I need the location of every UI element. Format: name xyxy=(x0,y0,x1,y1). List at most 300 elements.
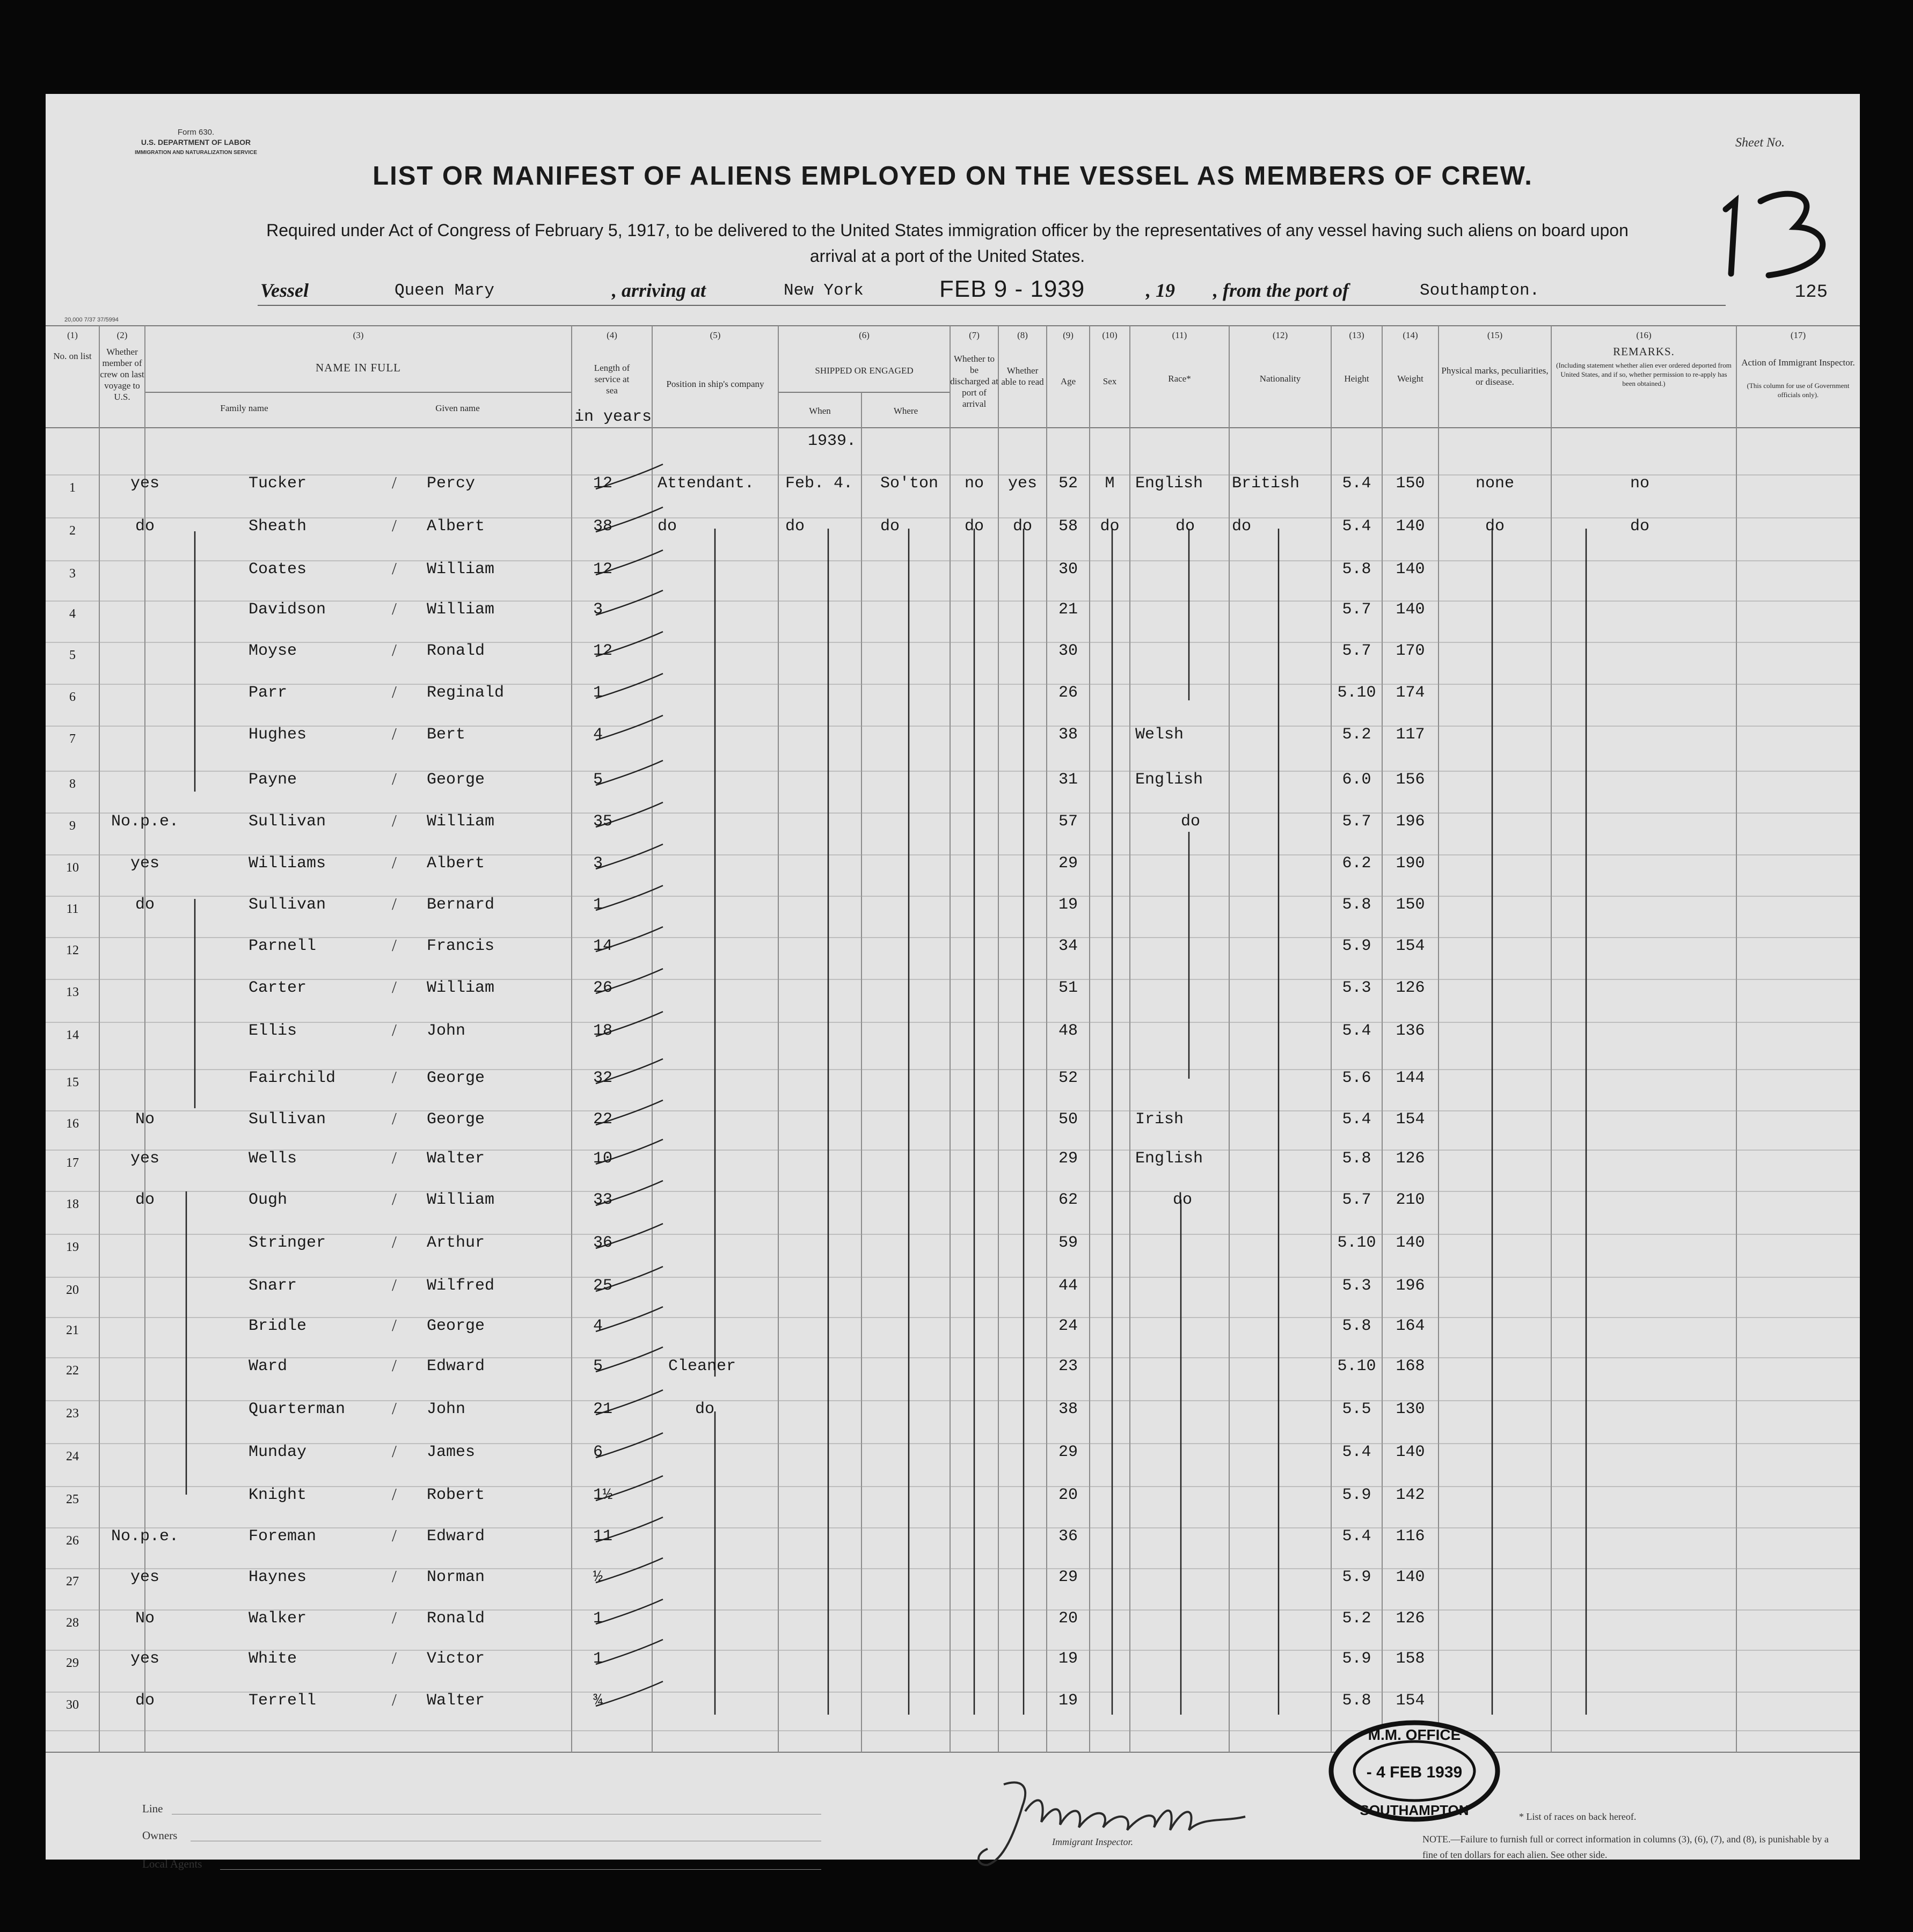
arriving-label: , arriving at xyxy=(612,280,706,301)
cell-service: 12 xyxy=(593,560,613,579)
cell-given: Albert xyxy=(427,854,485,873)
cell-family: Ough xyxy=(249,1191,288,1209)
column-number: (13) xyxy=(1349,330,1364,340)
cell-family: Terrell xyxy=(249,1692,317,1710)
cell-age: 62 xyxy=(1058,1191,1078,1209)
cell-read: yes xyxy=(1007,474,1037,493)
cell-weight: 164 xyxy=(1396,1317,1425,1335)
name-check-mark: / xyxy=(392,853,397,872)
cell-given: Ronald xyxy=(427,1609,485,1628)
cell-age: 20 xyxy=(1058,1609,1078,1628)
cell-height: 5.9 xyxy=(1342,1568,1371,1586)
cell-weight: 140 xyxy=(1396,517,1425,536)
cell-age: 52 xyxy=(1058,1069,1078,1087)
column-header-service: Length of service at sea xyxy=(594,363,630,396)
year-note: 1939. xyxy=(808,432,857,450)
arriving-port: New York xyxy=(784,281,864,300)
cell-family: Sullivan xyxy=(249,1110,326,1129)
cell-discharged: no xyxy=(964,474,984,493)
cell-race: Irish xyxy=(1135,1110,1184,1129)
name-check-mark: / xyxy=(392,682,397,701)
cell-family: Foreman xyxy=(249,1527,317,1546)
cell-given: Edward xyxy=(427,1357,485,1375)
column-number: (8) xyxy=(1017,330,1028,340)
cell-family: Snarr xyxy=(249,1277,297,1295)
cell-height: 5.10 xyxy=(1337,1234,1376,1252)
cell-weight: 140 xyxy=(1396,1568,1425,1586)
cell-age: 29 xyxy=(1058,1150,1078,1168)
remarks-note: (Including statement whether alien ever ordered deported from United States, and if so, whether permission to re-apply has been obtained.) xyxy=(1556,361,1732,387)
cell-height: 5.8 xyxy=(1342,896,1371,914)
cell-weight: 174 xyxy=(1396,684,1425,702)
cell-prev: yes xyxy=(130,1150,159,1168)
cell-position: Attendant. xyxy=(658,474,755,493)
cell-service: 3 xyxy=(593,854,603,873)
service-units-note: in years xyxy=(574,408,652,426)
service-name: IMMIGRATION AND NATURALIZATION SERVICE xyxy=(135,150,257,156)
name-check-mark: / xyxy=(392,1067,397,1087)
cell-family: Coates xyxy=(249,560,307,579)
cell-service: 25 xyxy=(593,1277,613,1295)
cell-no: 16 xyxy=(66,1117,79,1131)
cell-service: 10 xyxy=(593,1150,613,1168)
name-check-mark: / xyxy=(392,724,397,743)
cell-height: 5.4 xyxy=(1342,1443,1371,1461)
year-label: , 19 xyxy=(1146,280,1175,301)
cell-remarks: no xyxy=(1630,474,1649,493)
cell-age: 52 xyxy=(1058,474,1078,493)
cell-service: 4 xyxy=(593,726,603,744)
cell-service: 6 xyxy=(593,1443,603,1461)
name-check-mark: / xyxy=(392,1315,397,1335)
cell-when: Feb. 4. xyxy=(785,474,853,493)
cell-weight: 150 xyxy=(1396,474,1425,493)
cell-no: 3 xyxy=(69,567,76,581)
cell-where: So'ton xyxy=(880,474,939,493)
cell-given: William xyxy=(427,813,495,831)
name-check-mark: / xyxy=(392,1567,397,1586)
cell-family: Bridle xyxy=(249,1317,307,1335)
cell-family: Tucker xyxy=(249,474,307,493)
cell-service: 18 xyxy=(593,1022,613,1040)
cell-age: 31 xyxy=(1058,771,1078,789)
cell-age: 29 xyxy=(1058,1443,1078,1461)
cell-given: Reginald xyxy=(427,684,505,702)
cell-weight: 140 xyxy=(1396,560,1425,579)
cell-height: 6.0 xyxy=(1342,771,1371,789)
cell-service: 5 xyxy=(593,771,603,789)
cell-no: 21 xyxy=(66,1323,79,1337)
cell-service: 3 xyxy=(593,601,603,619)
cell-weight: 156 xyxy=(1396,771,1425,789)
cell-position: do xyxy=(658,517,677,536)
cell-family: Moyse xyxy=(249,642,297,660)
cell-no: 5 xyxy=(69,648,76,662)
column-header-given-name: Given name xyxy=(435,403,480,413)
cell-given: William xyxy=(427,1191,495,1209)
cell-height: 5.7 xyxy=(1342,813,1371,831)
cell-weight: 170 xyxy=(1396,642,1425,660)
line-label: Line xyxy=(142,1802,163,1815)
cell-age: 48 xyxy=(1058,1022,1078,1040)
cell-no: 7 xyxy=(69,732,76,746)
cell-height: 5.9 xyxy=(1342,937,1371,955)
cell-service: 33 xyxy=(593,1191,613,1209)
column-number: (14) xyxy=(1403,330,1418,340)
penalty-note: NOTE.—Failure to furnish full or correct information in columns (3), (6), (7), and (8), is punishable by a fine of ten dollars for each alien. See other side. xyxy=(1422,1834,1829,1860)
cell-weight: 142 xyxy=(1396,1486,1425,1504)
cell-family: Hughes xyxy=(249,726,307,744)
cell-given: Francis xyxy=(427,937,495,955)
cell-prev: yes xyxy=(130,1650,159,1668)
cell-given: Bert xyxy=(427,726,466,744)
from-port-label: , from the port of xyxy=(1213,280,1349,301)
stamp-place: SOUTHAMPTON xyxy=(1360,1802,1469,1818)
name-check-mark: / xyxy=(392,516,397,535)
cell-race: Welsh xyxy=(1135,726,1184,744)
cell-no: 13 xyxy=(66,985,79,999)
cell-prev: do xyxy=(135,1692,155,1710)
cell-race: English xyxy=(1135,771,1203,789)
cell-race: do xyxy=(1175,517,1195,536)
cell-age: 21 xyxy=(1058,601,1078,619)
cell-given: John xyxy=(427,1400,466,1418)
cell-no: 12 xyxy=(66,943,79,957)
cell-no: 4 xyxy=(69,607,76,621)
cell-when: do xyxy=(785,517,805,536)
cell-family: Walker xyxy=(249,1609,307,1628)
cell-nationality: British xyxy=(1232,474,1300,493)
cell-weight: 130 xyxy=(1396,1400,1425,1418)
cell-family: Wells xyxy=(249,1150,297,1168)
cell-service: 14 xyxy=(593,937,613,955)
cell-age: 44 xyxy=(1058,1277,1078,1295)
cell-no: 2 xyxy=(69,524,76,538)
cell-service: 38 xyxy=(593,517,613,536)
cell-remarks: do xyxy=(1630,517,1649,536)
cell-height: 6.2 xyxy=(1342,854,1371,873)
cell-given: William xyxy=(427,979,495,997)
column-number: (15) xyxy=(1487,330,1503,340)
name-check-mark: / xyxy=(392,977,397,997)
cell-service: 32 xyxy=(593,1069,613,1087)
cell-given: Walter xyxy=(427,1150,485,1168)
cell-height: 5.9 xyxy=(1342,1486,1371,1504)
cell-no: 29 xyxy=(66,1656,79,1670)
agents-rule xyxy=(220,1869,821,1870)
name-check-mark: / xyxy=(392,599,397,618)
cell-height: 5.3 xyxy=(1342,979,1371,997)
cell-given: James xyxy=(427,1443,476,1461)
cell-height: 5.4 xyxy=(1342,1527,1371,1546)
print-code: 20,000 7/37 37/5994 xyxy=(64,317,119,323)
cell-given: George xyxy=(427,771,485,789)
cell-prev: No xyxy=(135,1609,155,1628)
column-header-weight: Weight xyxy=(1397,374,1423,384)
cell-weight: 126 xyxy=(1396,979,1425,997)
name-check-mark: / xyxy=(392,1690,397,1709)
inspector-action-note: (This column for use of Government officials only). xyxy=(1747,382,1850,399)
cell-given: Arthur xyxy=(427,1234,485,1252)
cell-weight: 116 xyxy=(1396,1527,1425,1546)
cell-age: 38 xyxy=(1058,1400,1078,1418)
cell-given: George xyxy=(427,1110,485,1129)
column-number: (3) xyxy=(353,330,364,340)
cell-family: Fairchild xyxy=(249,1069,336,1087)
name-check-mark: / xyxy=(392,1109,397,1128)
cell-marks: do xyxy=(1485,517,1505,536)
cell-weight: 126 xyxy=(1396,1150,1425,1168)
column-number: (1) xyxy=(67,330,78,340)
cell-service: 1 xyxy=(593,1609,603,1628)
column-header-no: No. on list xyxy=(53,351,92,361)
cell-age: 30 xyxy=(1058,560,1078,579)
cell-height: 5.7 xyxy=(1342,1191,1371,1209)
cell-height: 5.2 xyxy=(1342,726,1371,744)
cell-service: 36 xyxy=(593,1234,613,1252)
cell-age: 34 xyxy=(1058,937,1078,955)
name-check-mark: / xyxy=(392,1441,397,1461)
cell-given: Wilfred xyxy=(427,1277,495,1295)
cell-given: Ronald xyxy=(427,642,485,660)
cell-prev: yes xyxy=(130,854,159,873)
cell-given: John xyxy=(427,1022,466,1040)
column-header-family-name: Family name xyxy=(220,403,268,413)
cell-race: English xyxy=(1135,1150,1203,1168)
cell-height: 5.3 xyxy=(1342,1277,1371,1295)
cell-age: 36 xyxy=(1058,1527,1078,1546)
cell-age: 57 xyxy=(1058,813,1078,831)
cell-position: Cleaner xyxy=(668,1357,736,1375)
page-subtitle: Required under Act of Congress of February 5, 1917, to be delivered to the United States immigration officer by the representatives of any vessel having such aliens on board upon arrival at a port of the United States. xyxy=(266,221,1629,266)
stamp-office: M.M. OFFICE xyxy=(1368,1726,1461,1743)
cell-age: 29 xyxy=(1058,854,1078,873)
cell-age: 59 xyxy=(1058,1234,1078,1252)
cell-given: Robert xyxy=(427,1486,485,1504)
cell-service: 1 xyxy=(593,896,603,914)
cell-height: 5.8 xyxy=(1342,560,1371,579)
cell-prev: do xyxy=(135,896,155,914)
cell-weight: 196 xyxy=(1396,813,1425,831)
column-header-height: Height xyxy=(1344,374,1369,384)
owners-label: Owners xyxy=(142,1829,178,1842)
from-port: Southampton. xyxy=(1420,281,1540,300)
cell-sex: do xyxy=(1100,517,1120,536)
cell-no: 22 xyxy=(66,1364,79,1378)
cell-weight: 168 xyxy=(1396,1357,1425,1375)
cell-no: 9 xyxy=(69,819,76,833)
name-check-mark: / xyxy=(392,559,397,578)
cell-no: 6 xyxy=(69,690,76,704)
cell-given: George xyxy=(427,1069,485,1087)
column-header-remarks: REMARKS. xyxy=(1613,345,1675,358)
cell-family: Carter xyxy=(249,979,307,997)
cell-service: 1 xyxy=(593,1650,603,1668)
column-number: (17) xyxy=(1790,330,1806,340)
cell-no: 14 xyxy=(66,1028,79,1042)
cell-family: Quarterman xyxy=(249,1400,346,1418)
column-number: (2) xyxy=(116,330,128,340)
cell-read: do xyxy=(1012,517,1032,536)
cell-family: Haynes xyxy=(249,1568,307,1586)
cell-service: 1 xyxy=(593,684,603,702)
cell-weight: 196 xyxy=(1396,1277,1425,1295)
cell-given: Albert xyxy=(427,517,485,536)
cell-family: Sullivan xyxy=(249,896,326,914)
column-number: (12) xyxy=(1272,330,1288,340)
cell-height: 5.4 xyxy=(1342,474,1371,493)
cell-given: William xyxy=(427,560,495,579)
stamp-date: - 4 FEB 1939 xyxy=(1366,1763,1463,1781)
cell-weight: 117 xyxy=(1396,726,1425,744)
cell-given: Walter xyxy=(427,1692,485,1710)
column-number: (4) xyxy=(607,330,617,340)
local-agents-label: Local Agents xyxy=(142,1857,202,1870)
cell-position: do xyxy=(695,1400,715,1418)
cell-height: 5.6 xyxy=(1342,1069,1371,1087)
form-number: Form 630. xyxy=(177,128,215,137)
department-name: U.S. DEPARTMENT OF LABOR xyxy=(141,138,251,147)
cell-family: Parnell xyxy=(249,937,317,955)
cell-prev: do xyxy=(135,517,155,536)
cell-given: Percy xyxy=(427,474,476,493)
cell-given: Norman xyxy=(427,1568,485,1586)
name-check-mark: / xyxy=(392,1399,397,1418)
cell-given: Bernard xyxy=(427,896,495,914)
vessel-label: Vessel xyxy=(260,280,309,301)
cell-height: 5.4 xyxy=(1342,517,1371,536)
cell-no: 20 xyxy=(66,1283,79,1297)
cell-height: 5.9 xyxy=(1342,1650,1371,1668)
cell-family: Munday xyxy=(249,1443,307,1461)
cell-no: 25 xyxy=(66,1492,79,1506)
column-header-race: Race* xyxy=(1168,374,1191,384)
cell-prev: No.p.e. xyxy=(111,813,179,831)
cell-no: 24 xyxy=(66,1450,79,1463)
cell-race: do xyxy=(1181,813,1201,831)
cell-no: 1 xyxy=(69,481,76,495)
column-header-physical-marks: Physical marks, peculiarities, or disease. xyxy=(1441,365,1549,387)
cell-height: 5.8 xyxy=(1342,1692,1371,1710)
column-header-shipped: SHIPPED OR ENGAGED xyxy=(815,365,914,376)
cell-weight: 158 xyxy=(1396,1650,1425,1668)
cell-family: Parr xyxy=(249,684,288,702)
cell-weight: 210 xyxy=(1396,1191,1425,1209)
cell-race: English xyxy=(1135,474,1203,493)
name-check-mark: / xyxy=(392,473,397,492)
cell-family: Davidson xyxy=(249,601,326,619)
cell-prev: No.p.e. xyxy=(111,1527,179,1546)
name-check-mark: / xyxy=(392,640,397,660)
cell-service: 26 xyxy=(593,979,613,997)
name-check-mark: / xyxy=(392,1020,397,1040)
column-header-inspector-action: Action of Immigrant Inspector. xyxy=(1741,357,1855,368)
cell-family: Knight xyxy=(249,1486,307,1504)
name-check-mark: / xyxy=(392,1356,397,1375)
name-check-mark: / xyxy=(392,1275,397,1294)
cell-no: 17 xyxy=(66,1156,79,1170)
cell-service: 22 xyxy=(593,1110,613,1129)
cell-age: 19 xyxy=(1058,896,1078,914)
name-check-mark: / xyxy=(392,1484,397,1504)
cell-marks: none xyxy=(1475,474,1514,493)
cell-height: 5.10 xyxy=(1337,684,1376,702)
cell-no: 18 xyxy=(66,1197,79,1211)
column-header-when: When xyxy=(809,406,831,416)
cell-height: 5.4 xyxy=(1342,1022,1371,1040)
cell-weight: 154 xyxy=(1396,937,1425,955)
races-note: * List of races on back hereof. xyxy=(1519,1811,1637,1822)
name-check-mark: / xyxy=(392,1608,397,1627)
cell-age: 20 xyxy=(1058,1486,1078,1504)
cell-age: 26 xyxy=(1058,684,1078,702)
cell-family: Payne xyxy=(249,771,297,789)
cell-weight: 154 xyxy=(1396,1110,1425,1129)
cell-height: 5.5 xyxy=(1342,1400,1371,1418)
inspector-signature xyxy=(972,1774,1272,1870)
cell-prev: yes xyxy=(130,1568,159,1586)
cell-weight: 154 xyxy=(1396,1692,1425,1710)
cell-given: Victor xyxy=(427,1650,485,1668)
cell-age: 29 xyxy=(1058,1568,1078,1586)
column-header-sex: Sex xyxy=(1102,376,1117,386)
cell-where: do xyxy=(880,517,900,536)
column-number: (10) xyxy=(1102,330,1118,340)
cell-no: 27 xyxy=(66,1575,79,1589)
vessel-name: Queen Mary xyxy=(395,281,495,300)
cell-no: 28 xyxy=(66,1616,79,1630)
column-header-read: Whether able to read xyxy=(1001,365,1044,387)
page-number: 125 xyxy=(1794,282,1828,303)
cell-weight: 150 xyxy=(1396,896,1425,914)
cell-family: Stringer xyxy=(249,1234,326,1252)
cell-age: 38 xyxy=(1058,726,1078,744)
check-marks xyxy=(46,94,1860,1860)
cell-age: 23 xyxy=(1058,1357,1078,1375)
cell-weight: 144 xyxy=(1396,1069,1425,1087)
cell-family: White xyxy=(249,1650,297,1668)
name-check-mark: / xyxy=(392,1526,397,1545)
column-header-age: Age xyxy=(1060,376,1076,386)
column-header-prev-voyage: Whether member of crew on last voyage to U.S. xyxy=(100,347,144,402)
name-check-mark: / xyxy=(392,1148,397,1167)
cell-service: 1½ xyxy=(593,1486,613,1504)
column-number: (9) xyxy=(1063,330,1074,340)
cell-height: 5.7 xyxy=(1342,642,1371,660)
cell-family: Ward xyxy=(249,1357,288,1375)
cell-prev: yes xyxy=(130,474,159,493)
column-header-where: Where xyxy=(893,406,918,416)
cell-family: Williams xyxy=(249,854,326,873)
cell-age: 50 xyxy=(1058,1110,1078,1129)
name-check-mark: / xyxy=(392,1648,397,1667)
cell-nationality: do xyxy=(1232,517,1252,536)
cell-height: 5.2 xyxy=(1342,1609,1371,1628)
cell-service: 21 xyxy=(593,1400,613,1418)
name-check-mark: / xyxy=(392,894,397,913)
page-title: LIST OR MANIFEST OF ALIENS EMPLOYED ON THE VESSEL AS MEMBERS OF CREW. xyxy=(373,162,1533,191)
svg-text:13: 13 xyxy=(1790,244,1791,245)
column-header-name: NAME IN FULL xyxy=(316,361,401,374)
cell-no: 30 xyxy=(66,1698,79,1712)
column-number: (6) xyxy=(859,330,870,340)
cell-service: 12 xyxy=(593,642,613,660)
cell-height: 5.7 xyxy=(1342,601,1371,619)
cell-service: 12 xyxy=(593,474,613,493)
column-number: (7) xyxy=(969,330,980,340)
mm-office-stamp xyxy=(1326,1717,1503,1825)
cell-prev: No xyxy=(135,1110,155,1129)
